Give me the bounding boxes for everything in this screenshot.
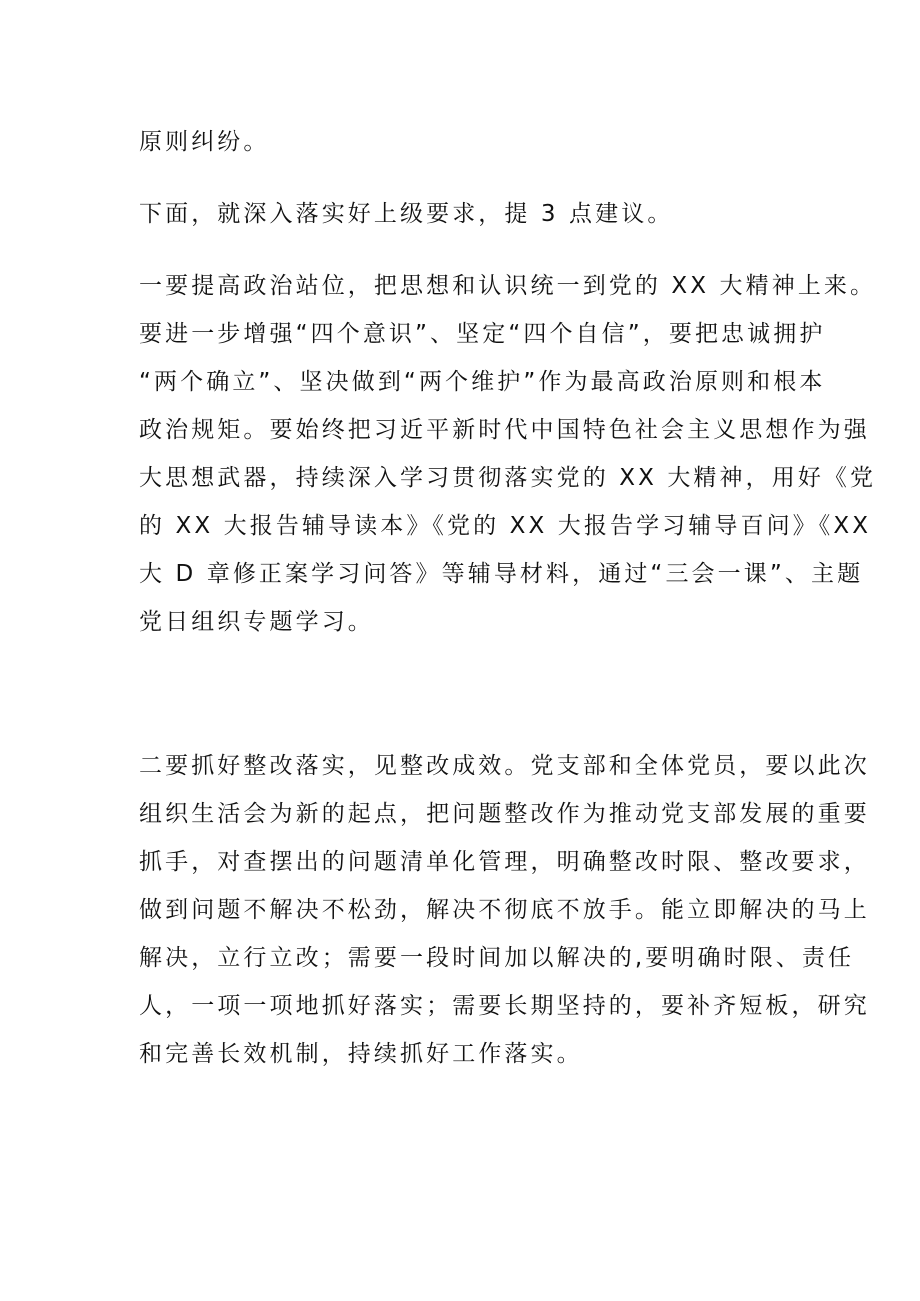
paragraph-suggestion-two — [139, 742, 870, 1078]
text-line: 大思想武器，持续深入学习贯彻落实党的 XX 大精神，用好《党 — [139, 465, 877, 491]
text-line: 的 XX 大报告辅导读本》《党的 XX 大报告学习辅导百问》《XX — [139, 513, 872, 539]
text-line: 解决，立行立改；需要一段时间加以解决的,要明确时限、责任 — [139, 945, 855, 971]
paragraph-closing-fragment — [139, 118, 270, 166]
text-line: 和完善长效机制，持续抓好工作落实。 — [139, 1041, 583, 1067]
text-line: 政治规矩。要始终把习近平新时代中国特色社会主义思想作为强 — [139, 417, 870, 443]
text-line: “两个确立”、坚决做到“两个维护”作为最高政治原则和根本 — [139, 369, 826, 395]
text-line: 人，一项一项地抓好落实；需要长期坚持的，要补齐短板，研究 — [139, 993, 870, 1019]
text-line: 抓手，对查摆出的问题清单化管理，明确整改时限、整改要求， — [139, 849, 870, 875]
text-line: 一要提高政治站位，把思想和认识统一到党的 XX 大精神上来。 — [139, 273, 877, 299]
text-line: 下面，就深入落实好上级要求，提 3 点建议。 — [139, 201, 674, 227]
text-line: 二要抓好整改落实，见整改成效。党支部和全体党员，要以此次 — [139, 753, 870, 779]
text-line: 要进一步增强“四个意识”、坚定“四个自信”，要把忠诚拥护 — [139, 321, 826, 347]
text-line: 大 D 章修正案学习问答》等辅导材料，通过“三会一课”、主题 — [139, 561, 864, 587]
text-line: 党日组织专题学习。 — [139, 609, 374, 635]
paragraph-intro — [139, 190, 673, 238]
text-line: 做到问题不解决不松劲，解决不彻底不放手。能立即解决的马上 — [139, 897, 870, 923]
text-line: 原则纠纷。 — [139, 129, 270, 155]
paragraph-suggestion-one — [139, 262, 876, 646]
text-line: 组织生活会为新的起点，把问题整改作为推动党支部发展的重要 — [139, 801, 870, 827]
